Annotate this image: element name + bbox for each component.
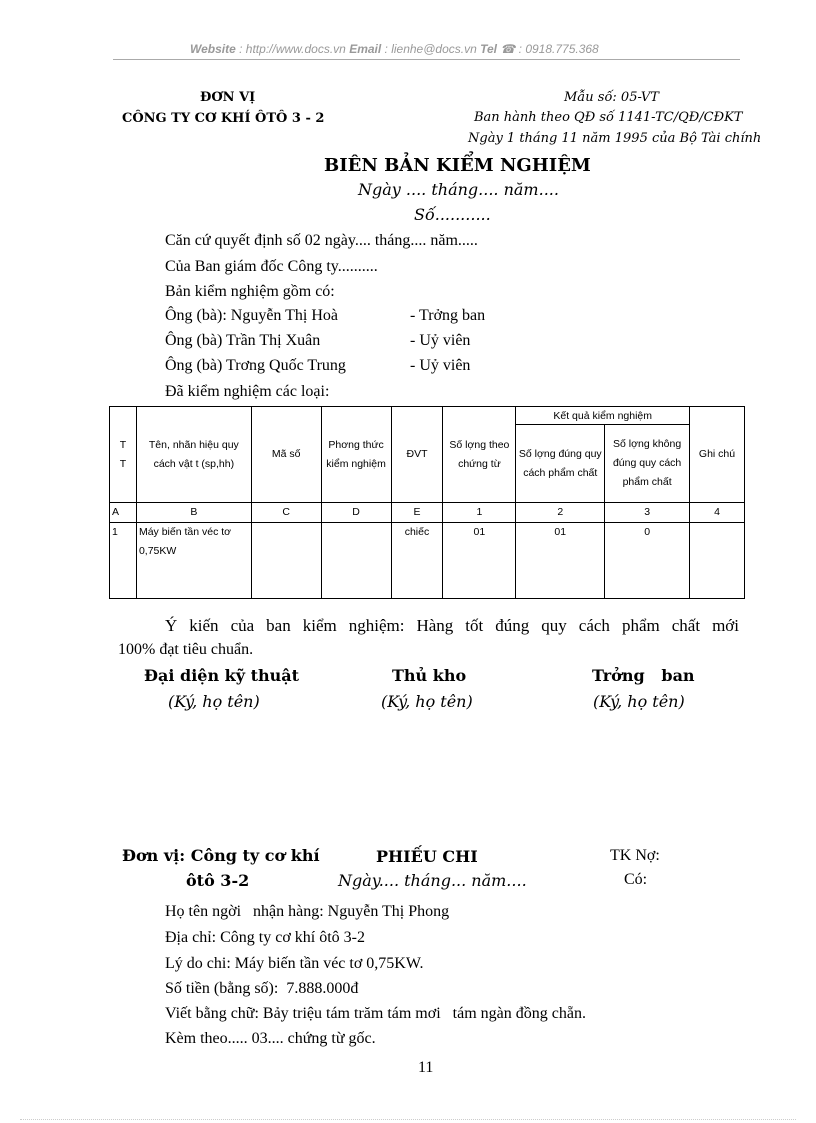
- tel-number: : 0918.775.368: [515, 42, 599, 56]
- member-name: Ông (bà): Nguyễn Thị Hoà: [165, 307, 338, 324]
- code-cell: E: [391, 503, 443, 523]
- intro-line: Căn cứ quyết định số 02 ngày.... tháng.... năm.....: [165, 232, 478, 249]
- voucher-unit-line2: ôtô 3-2: [186, 871, 250, 890]
- date-line: Ngày .... tháng.... năm....: [358, 180, 559, 199]
- unit-line2: CÔNG TY CƠ KHÍ ÔTÔ 3 - 2: [122, 111, 325, 126]
- voucher-line: Số tiền (bằng số): 7.888.000đ: [165, 980, 359, 997]
- row-note: [690, 523, 745, 599]
- page-number: 11: [418, 1059, 434, 1076]
- voucher-line: Kèm theo..... 03.... chứng từ gốc.: [165, 1030, 376, 1047]
- code-cell: 1: [443, 503, 516, 523]
- member-role: - Uỷ viên: [410, 332, 471, 349]
- row-tt: 1: [110, 523, 137, 599]
- row-ok: 01: [516, 523, 605, 599]
- row-code: [251, 523, 321, 599]
- member-name: Ông (bà) Trơng Quốc Trung: [165, 357, 346, 374]
- opinion-line1: Ý kiến của ban kiểm nghiệm: Hàng tốt đúng quy cách phẩm chất mới: [165, 616, 739, 635]
- email-address[interactable]: : lienhe@docs.vn: [381, 42, 481, 56]
- header-divider: [113, 59, 740, 60]
- voucher-debit: TK Nợ:: [610, 847, 660, 864]
- row-method: [321, 523, 391, 599]
- header-unit: ĐVT: [391, 407, 443, 503]
- voucher-credit: Có:: [624, 871, 648, 888]
- code-cell: D: [321, 503, 391, 523]
- header-name: Tên, nhãn hiệu quy cách vật t (sp,hh): [136, 407, 251, 503]
- header-ok: Số lợng đúng quy cách phẩm chất: [516, 425, 605, 503]
- header-qty-doc: Số lợng theo chứng từ: [443, 407, 516, 503]
- header-code: Mã số: [251, 407, 321, 503]
- website-label: Website: [190, 42, 236, 56]
- signature-title: Trởng ban: [592, 666, 695, 685]
- code-cell: A: [110, 503, 137, 523]
- voucher-line: Họ tên ngời nhận hàng: Nguyễn Thị Phong: [165, 903, 450, 920]
- voucher-title: PHIẾU CHI: [376, 847, 478, 866]
- checked-label: Đã kiểm nghiệm các loại:: [165, 383, 330, 400]
- number-line: Số...........: [414, 205, 491, 224]
- signature-note: (Ký, họ tên): [593, 692, 685, 711]
- phone-icon: ☎: [500, 42, 516, 56]
- opinion-line2: 100% đạt tiêu chuẩn.: [118, 641, 254, 658]
- header-note: Ghi chú: [690, 407, 745, 503]
- table-row: [110, 523, 745, 599]
- page-bottom-divider: [20, 1119, 796, 1120]
- code-cell: 4: [690, 503, 745, 523]
- code-cell: 3: [605, 503, 690, 523]
- page-title: BIÊN BẢN KIỂM NGHIỆM: [324, 155, 591, 176]
- form-date: Ngày 1 tháng 11 năm 1995 của Bộ Tài chính: [468, 131, 762, 146]
- form-issued: Ban hành theo QĐ số 1141-TC/QĐ/CĐKT: [474, 110, 743, 125]
- row-name: Máy biến tần véc tơ 0,75KW: [136, 523, 251, 599]
- form-code: Mẫu số: 05-VT: [564, 90, 659, 105]
- intro-line: Của Ban giám đốc Công ty..........: [165, 258, 378, 275]
- member-role: - Uỷ viên: [410, 357, 471, 374]
- website-url[interactable]: : http://www.docs.vn: [235, 42, 350, 56]
- header-notok: Số lợng không đúng quy cách phẩm chất: [605, 425, 690, 503]
- signature-title: Thủ kho: [392, 666, 467, 685]
- email-label: Email: [349, 42, 382, 56]
- voucher-line: Địa chỉ: Công ty cơ khí ôtô 3-2: [165, 929, 365, 946]
- row-unit: chiếc: [391, 523, 443, 599]
- header-tt: T T: [110, 407, 137, 503]
- voucher-line: Lý do chi: Máy biến tần véc tơ 0,75KW.: [165, 955, 424, 972]
- code-cell: C: [251, 503, 321, 523]
- code-cell: 2: [516, 503, 605, 523]
- site-header: [190, 42, 599, 56]
- unit-line1: ĐƠN VỊ: [200, 90, 256, 105]
- voucher-unit-line1: Đơn vị: Công ty cơ khí: [122, 846, 320, 865]
- member-role: - Trởng ban: [410, 307, 486, 324]
- code-cell: B: [136, 503, 251, 523]
- signature-title: Đại diện kỹ thuật: [144, 666, 300, 685]
- row-qty-doc: 01: [443, 523, 516, 599]
- signature-note: (Ký, họ tên): [381, 692, 473, 711]
- tel-label: Tel: [480, 42, 498, 56]
- inspection-table: [109, 406, 745, 599]
- voucher-line: Viết bằng chữ: Bảy triệu tám trăm tám mơi tám ngàn đồng chẵn.: [165, 1005, 586, 1022]
- member-name: Ông (bà) Trần Thị Xuân: [165, 332, 321, 349]
- voucher-date: Ngày.... tháng... năm....: [338, 871, 527, 890]
- signature-note: (Ký, họ tên): [168, 692, 260, 711]
- header-method: Phơng thức kiểm nghiệm: [321, 407, 391, 503]
- header-result: Kết quả kiểm nghiệm: [516, 407, 690, 425]
- row-notok: 0: [605, 523, 690, 599]
- intro-line: Bản kiểm nghiệm gồm có:: [165, 283, 335, 300]
